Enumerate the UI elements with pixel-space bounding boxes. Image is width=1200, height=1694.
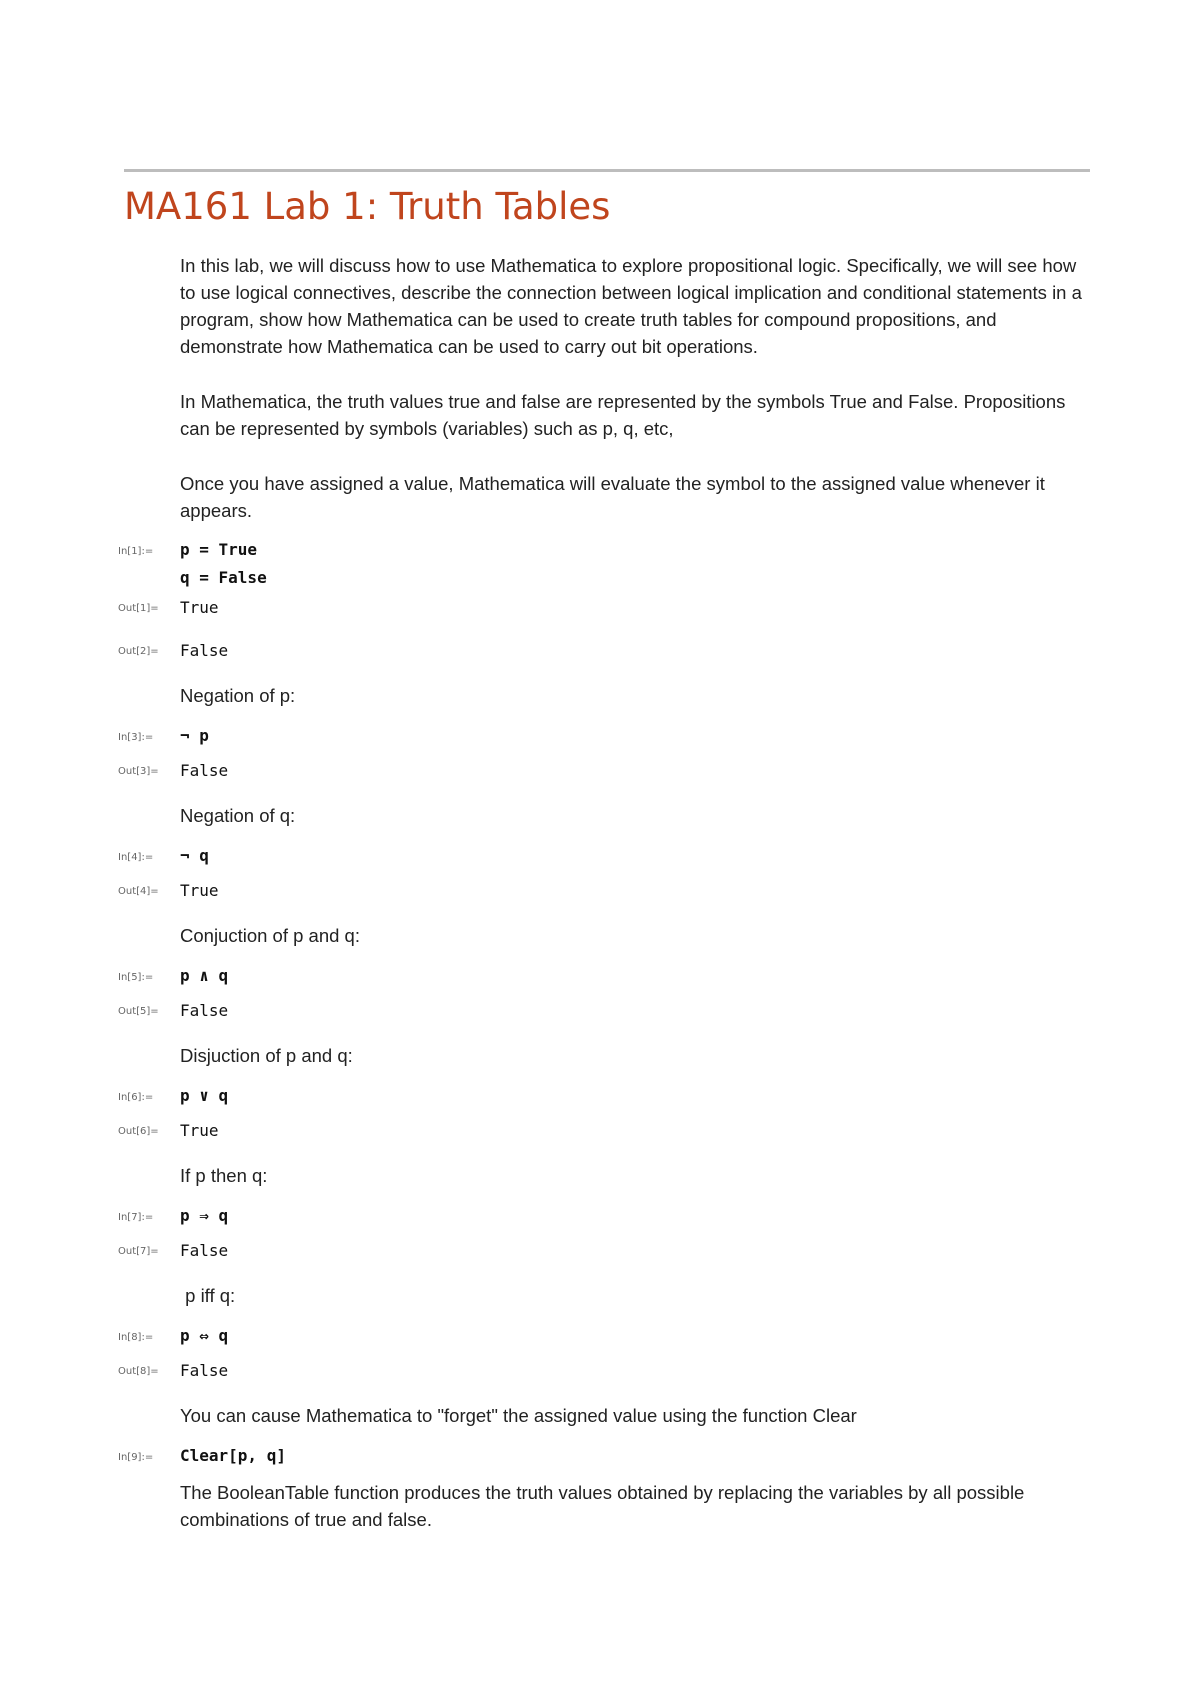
text-negation-q: Negation of q:	[180, 805, 296, 826]
input-label-6: In[6]:=	[118, 1092, 154, 1103]
output-cell-2: False	[180, 641, 229, 660]
input-cell-1-line-2[interactable]: q = False	[180, 568, 267, 587]
input-cell-1-line-1[interactable]: p = True	[180, 540, 258, 559]
input-cell-4[interactable]: ¬ q	[180, 846, 209, 865]
input-cell-9[interactable]: Clear[p, q]	[180, 1446, 286, 1465]
input-label-1: In[1]:=	[118, 546, 154, 557]
text-conjunction: Conjuction of p and q:	[180, 925, 360, 946]
intro-paragraph-3: Once you have assigned a value, Mathematica will evaluate the symbol to the assigned value whenever it appears.	[180, 473, 1045, 521]
input-cell-6[interactable]: p ∨ q	[180, 1086, 229, 1105]
output-label-5: Out[5]=	[118, 1006, 159, 1017]
input-label-3: In[3]:=	[118, 732, 154, 743]
text-clear: You can cause Mathematica to "forget" the assigned value using the function Clear	[180, 1405, 857, 1426]
output-cell-5: False	[180, 1001, 229, 1020]
text-booleantable: The BooleanTable function produces the truth values obtained by replacing the variables by all possible combinations of true and false.	[180, 1482, 1025, 1530]
input-label-5: In[5]:=	[118, 972, 154, 983]
text-negation-p: Negation of p:	[180, 685, 296, 706]
output-label-3: Out[3]=	[118, 766, 159, 777]
intro-paragraph-1: In this lab, we will discuss how to use Mathematica to explore propositional logic. Specifically, we will see how to use logical connectives, describe the connection between logical implication and conditional statements in a program, show how Mathematica can be used to create truth tables for compound propositions, and demonstrate how Mathematica can be used to carry out bit operations.	[180, 255, 1082, 357]
output-label-8: Out[8]=	[118, 1366, 159, 1377]
output-cell-7: False	[180, 1241, 229, 1260]
output-label-7: Out[7]=	[118, 1246, 159, 1257]
output-cell-8: False	[180, 1361, 229, 1380]
text-implication: If p then q:	[180, 1165, 268, 1186]
output-label-6: Out[6]=	[118, 1126, 159, 1137]
output-cell-1: True	[180, 598, 219, 617]
output-label-2: Out[2]=	[118, 646, 159, 657]
input-label-8: In[8]:=	[118, 1332, 154, 1343]
intro-paragraph-2: In Mathematica, the truth values true and false are represented by the symbols True and False. Propositions can be represented by symbols (variables) such as p, q, etc,	[180, 391, 1066, 439]
input-label-7: In[7]:=	[118, 1212, 154, 1223]
output-cell-3: False	[180, 761, 229, 780]
input-cell-3[interactable]: ¬ p	[180, 726, 209, 745]
page-title: MA161 Lab 1: Truth Tables	[124, 185, 611, 228]
text-disjunction: Disjuction of p and q:	[180, 1045, 353, 1066]
output-cell-6: True	[180, 1121, 219, 1140]
input-cell-5[interactable]: p ∧ q	[180, 966, 229, 985]
input-label-4: In[4]:=	[118, 852, 154, 863]
input-cell-7[interactable]: p ⇒ q	[180, 1206, 229, 1225]
text-biconditional: p iff q:	[180, 1285, 236, 1306]
input-cell-8[interactable]: p ⇔ q	[180, 1326, 229, 1345]
input-label-9: In[9]:=	[118, 1452, 154, 1463]
output-cell-4: True	[180, 881, 219, 900]
output-label-1: Out[1]=	[118, 603, 159, 614]
title-divider	[124, 169, 1090, 172]
output-label-4: Out[4]=	[118, 886, 159, 897]
